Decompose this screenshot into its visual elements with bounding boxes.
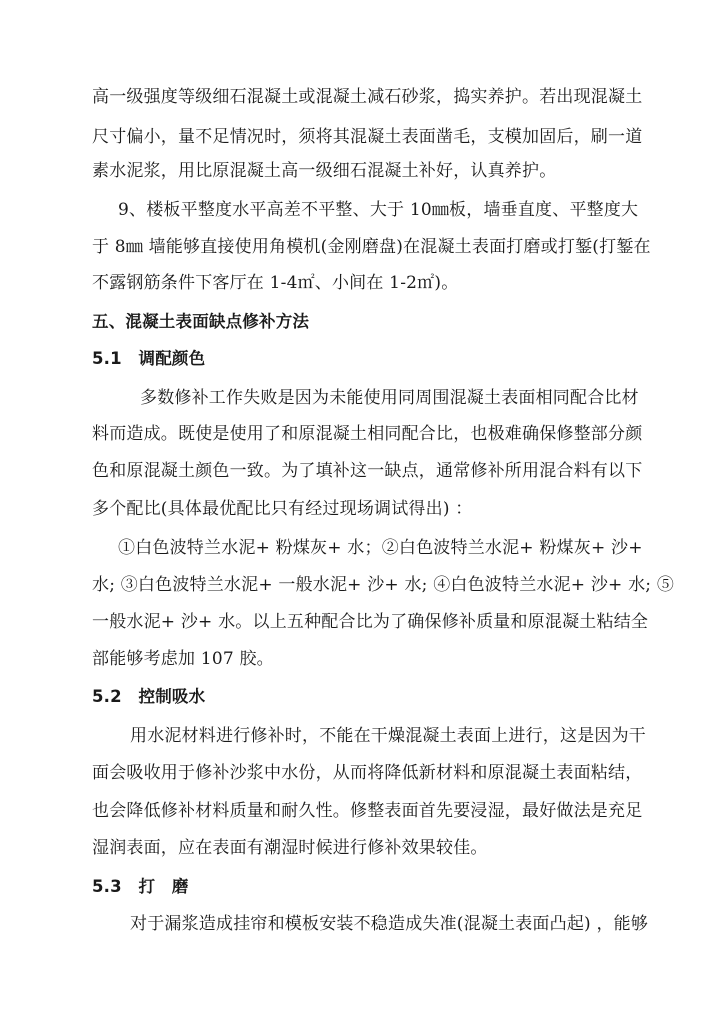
- body-text-line: 色和原混凝土颜色一致。为了填补这一缺点，通常修补所用混合料有以下: [92, 461, 643, 481]
- body-text-line: 面会吸收用于修补沙浆中水份，从而将降低新材料和原混凝土表面粘结，: [92, 763, 643, 783]
- body-text-line: 多数修补工作失败是因为未能使用同周围混凝土表面相同配合比材: [140, 388, 639, 408]
- body-text-line: 不露钢筋条件下客厅在 1-4㎡、小间在 1-2㎡)。: [92, 273, 459, 293]
- body-text-line: 用水泥材料进行修补时，不能在干燥混凝土表面上进行，这是因为干: [130, 726, 646, 746]
- body-text-line: 于 8㎜ 墙能够直接使用角模机(金刚磨盘)在混凝土表面打磨或打錾(打錾在: [92, 237, 651, 257]
- body-text-line: 多个配比(具体最优配比只有经过现场调试得出) ：: [92, 499, 473, 519]
- body-text-line: 尺寸偏小，量不足情况时，须将其混凝土表面凿毛，支模加固后，刷一道: [92, 127, 643, 147]
- body-text-line: 9、楼板平整度水平高差不平整、大于 10㎜板，墙垂直度、平整度大: [118, 200, 639, 220]
- body-text-line: 素水泥浆，用比原混凝土高一级细石混凝土补好，认真养护。: [92, 161, 557, 181]
- body-text-line: 料而造成。既使是使用了和原混凝土相同配合比，也极难确保修整部分颜: [92, 424, 643, 444]
- body-text-line: 也会降低修补材料质量和耐久性。修整表面首先要浸湿，最好做法是充足: [92, 801, 643, 821]
- subsection-heading: 5.1 调配颜色: [92, 349, 206, 368]
- body-text-line: 一般水泥+ 沙+ 水。以上五种配合比为了确保修补质量和原混凝土粘结全: [92, 612, 649, 632]
- body-text-line: 湿润表面，应在表面有潮湿时候进行修补效果较佳。: [92, 838, 488, 858]
- body-text-line: 水; ③白色波特兰水泥+ 一般水泥+ 沙+ 水; ④白色波特兰水泥+ 沙+ 水; ⑤: [92, 575, 675, 595]
- body-text-line: 高一级强度等级细石混凝土或混凝土减石砂浆，捣实养护。若出现混凝土: [92, 87, 643, 107]
- body-text-line: 对于漏浆造成挂帘和模板安装不稳造成失准(混凝土表面凸起) ，能够: [130, 914, 649, 934]
- body-text-line: ①白色波特兰水泥+ 粉煤灰+ 水；②白色波特兰水泥+ 粉煤灰+ 沙+: [118, 538, 643, 558]
- body-text-line: 部能够考虑加 107 胶。: [92, 649, 274, 669]
- subsection-heading: 5.3 打 磨: [92, 877, 189, 896]
- section-title: 五、混凝土表面缺点修补方法: [92, 312, 310, 331]
- subsection-heading: 5.2 控制吸水: [92, 687, 206, 706]
